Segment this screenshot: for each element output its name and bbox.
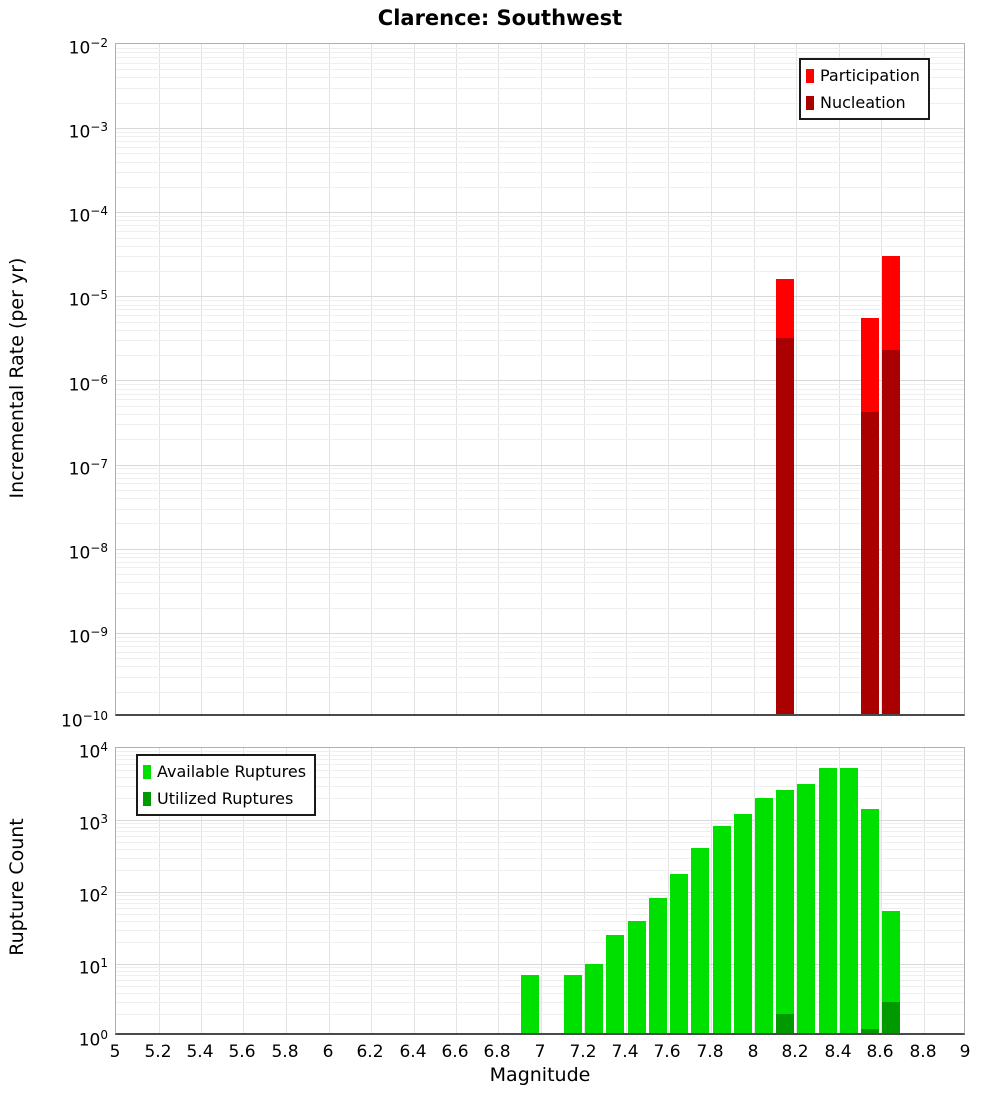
x-tick-label: 6.6: [441, 1042, 469, 1062]
minor-gridline: [116, 384, 964, 385]
major-gridline: [116, 633, 964, 634]
available-ruptures-bar: [628, 921, 646, 1035]
minor-gridline: [116, 637, 964, 638]
legend-row-nucleation: [806, 89, 920, 116]
vertical-gridline: [668, 748, 669, 1033]
minor-gridline: [116, 751, 964, 752]
count-legend: [136, 754, 316, 816]
minor-gridline: [116, 399, 964, 400]
x-tick-label: 7: [534, 1042, 546, 1062]
vertical-gridline: [414, 44, 415, 714]
x-tick-label: 9: [959, 1042, 971, 1062]
x-tick-label: 8.8: [909, 1042, 937, 1062]
minor-gridline: [116, 562, 964, 563]
minor-gridline: [116, 666, 964, 667]
minor-gridline: [116, 490, 964, 491]
incremental-rate-plot: [115, 43, 965, 716]
vertical-gridline: [839, 44, 840, 714]
minor-gridline: [116, 153, 964, 154]
minor-gridline: [116, 473, 964, 474]
y-tick-label: $10^2$: [78, 884, 108, 907]
nucleation-bar: [882, 350, 900, 716]
minor-gridline: [116, 478, 964, 479]
utilized-ruptures-bar: [882, 1002, 900, 1035]
legend-row-utilized: [143, 785, 306, 812]
x-tick-label: 8.6: [866, 1042, 894, 1062]
available-ruptures-bar: [521, 975, 539, 1035]
minor-gridline: [116, 498, 964, 499]
participation-swatch: [806, 69, 814, 83]
available-ruptures-bar: [606, 935, 624, 1035]
vertical-gridline: [626, 44, 627, 714]
x-tick-label: 6.2: [356, 1042, 384, 1062]
utilized-ruptures-bar: [861, 1029, 879, 1035]
available-ruptures-bar: [713, 826, 731, 1035]
legend-label-participation: Participation: [820, 66, 920, 85]
y-tick-label: $10^{-5}$: [68, 288, 108, 311]
vertical-gridline: [329, 748, 330, 1033]
x-tick-label: 7.6: [653, 1042, 681, 1062]
available-ruptures-bar: [734, 814, 752, 1035]
legend-row-participation: [806, 62, 920, 89]
minor-gridline: [116, 52, 964, 53]
vertical-gridline: [796, 44, 797, 714]
utilized-ruptures-bar: [776, 1014, 794, 1035]
minor-gridline: [116, 424, 964, 425]
major-gridline: [116, 296, 964, 297]
minor-gridline: [116, 340, 964, 341]
y-tick-label: $10^3$: [78, 812, 108, 835]
minor-gridline: [116, 557, 964, 558]
minor-gridline: [116, 141, 964, 142]
minor-gridline: [116, 305, 964, 306]
available-ruptures-bar: [564, 975, 582, 1035]
available-ruptures-bar: [819, 768, 837, 1035]
vertical-gridline: [924, 748, 925, 1033]
minor-gridline: [116, 322, 964, 323]
major-gridline: [116, 549, 964, 550]
minor-gridline: [116, 309, 964, 310]
major-gridline: [116, 212, 964, 213]
minor-gridline: [116, 608, 964, 609]
available-ruptures-bar: [861, 809, 879, 1035]
x-tick-label: 7.4: [611, 1042, 639, 1062]
minor-gridline: [116, 172, 964, 173]
available-ruptures-bar: [670, 874, 688, 1035]
x-tick-label: 7.2: [569, 1042, 597, 1062]
x-tick-label: 6.8: [483, 1042, 511, 1062]
minor-gridline: [116, 271, 964, 272]
minor-gridline: [116, 162, 964, 163]
minor-gridline: [116, 136, 964, 137]
count-y-axis-label: Rupture Count: [6, 818, 28, 956]
minor-gridline: [116, 553, 964, 554]
minor-gridline: [116, 389, 964, 390]
legend-row-available: [143, 758, 306, 785]
vertical-gridline: [498, 748, 499, 1033]
vertical-gridline: [626, 748, 627, 1033]
minor-gridline: [116, 187, 964, 188]
minor-gridline: [116, 523, 964, 524]
vertical-gridline: [754, 44, 755, 714]
available-ruptures-bar: [585, 964, 603, 1035]
major-gridline: [116, 465, 964, 466]
vertical-gridline: [371, 748, 372, 1033]
minor-gridline: [116, 468, 964, 469]
minor-gridline: [116, 692, 964, 693]
x-tick-label: 5.4: [186, 1042, 214, 1062]
y-tick-label: $10^{-10}$: [61, 709, 108, 732]
y-tick-label: $10^4$: [78, 740, 108, 763]
vertical-gridline: [371, 44, 372, 714]
chart-title: Clarence: Southwest: [377, 6, 623, 30]
y-tick-label: $10^{-8}$: [68, 541, 108, 564]
minor-gridline: [116, 483, 964, 484]
minor-gridline: [116, 593, 964, 594]
vertical-gridline: [541, 748, 542, 1033]
vertical-gridline: [329, 44, 330, 714]
vertical-gridline: [286, 44, 287, 714]
minor-gridline: [116, 652, 964, 653]
legend-label-available: Available Ruptures: [157, 762, 307, 781]
vertical-gridline: [584, 44, 585, 714]
minor-gridline: [116, 132, 964, 133]
minor-gridline: [116, 509, 964, 510]
major-gridline: [116, 380, 964, 381]
legend-label-utilized: Utilized Ruptures: [157, 789, 294, 808]
minor-gridline: [116, 414, 964, 415]
minor-gridline: [116, 582, 964, 583]
x-tick-label: 8.2: [781, 1042, 809, 1062]
minor-gridline: [116, 677, 964, 678]
y-tick-label: $10^{-7}$: [68, 457, 108, 480]
x-tick-label: 5.2: [144, 1042, 172, 1062]
minor-gridline: [116, 330, 964, 331]
nucleation-bar: [776, 338, 794, 716]
available-ruptures-swatch: [143, 765, 151, 779]
minor-gridline: [116, 256, 964, 257]
minor-gridline: [116, 48, 964, 49]
minor-gridline: [116, 147, 964, 148]
minor-gridline: [116, 231, 964, 232]
available-ruptures-bar: [691, 848, 709, 1035]
x-tick-label: 5: [109, 1042, 121, 1062]
y-tick-label: $10^1$: [78, 956, 108, 979]
x-tick-label: 6.4: [399, 1042, 427, 1062]
minor-gridline: [116, 567, 964, 568]
vertical-gridline: [456, 748, 457, 1033]
minor-gridline: [116, 658, 964, 659]
x-tick-label: 5.6: [228, 1042, 256, 1062]
rate-legend: [799, 58, 930, 120]
x-tick-label: 8.4: [824, 1042, 852, 1062]
minor-gridline: [116, 406, 964, 407]
minor-gridline: [116, 220, 964, 221]
available-ruptures-bar: [649, 898, 667, 1035]
x-axis-label: Magnitude: [489, 1064, 591, 1086]
minor-gridline: [116, 646, 964, 647]
vertical-gridline: [711, 44, 712, 714]
minor-gridline: [116, 225, 964, 226]
legend-label-nucleation: Nucleation: [820, 93, 906, 112]
x-tick-label: 6: [322, 1042, 334, 1062]
y-tick-label: $10^{-4}$: [68, 204, 108, 227]
utilized-ruptures-swatch: [143, 792, 151, 806]
minor-gridline: [116, 439, 964, 440]
available-ruptures-bar: [797, 784, 815, 1035]
vertical-gridline: [456, 44, 457, 714]
rate-y-axis-label: Incremental Rate (per yr): [6, 257, 28, 499]
minor-gridline: [116, 574, 964, 575]
y-tick-label: $10^{-9}$: [68, 625, 108, 648]
minor-gridline: [116, 246, 964, 247]
vertical-gridline: [668, 44, 669, 714]
x-tick-label: 8: [747, 1042, 759, 1062]
y-tick-label: $10^{-2}$: [68, 36, 108, 59]
x-tick-label: 5.8: [271, 1042, 299, 1062]
vertical-gridline: [498, 44, 499, 714]
vertical-gridline: [924, 44, 925, 714]
rupture-count-plot: [115, 747, 965, 1035]
nucleation-bar: [861, 412, 879, 716]
vertical-gridline: [541, 44, 542, 714]
minor-gridline: [116, 641, 964, 642]
major-gridline: [116, 128, 964, 129]
available-ruptures-bar: [755, 798, 773, 1035]
minor-gridline: [116, 315, 964, 316]
y-tick-label: $10^{-3}$: [68, 120, 108, 143]
minor-gridline: [116, 355, 964, 356]
vertical-gridline: [414, 748, 415, 1033]
vertical-gridline: [201, 44, 202, 714]
nucleation-swatch: [806, 96, 814, 110]
minor-gridline: [116, 300, 964, 301]
available-ruptures-bar: [840, 768, 858, 1035]
vertical-gridline: [159, 44, 160, 714]
minor-gridline: [116, 394, 964, 395]
vertical-gridline: [711, 748, 712, 1033]
minor-gridline: [116, 216, 964, 217]
y-tick-label: $10^0$: [78, 1028, 108, 1051]
vertical-gridline: [243, 44, 244, 714]
minor-gridline: [116, 238, 964, 239]
available-ruptures-bar: [776, 790, 794, 1035]
y-tick-label: $10^{-6}$: [68, 373, 108, 396]
x-tick-label: 7.8: [696, 1042, 724, 1062]
